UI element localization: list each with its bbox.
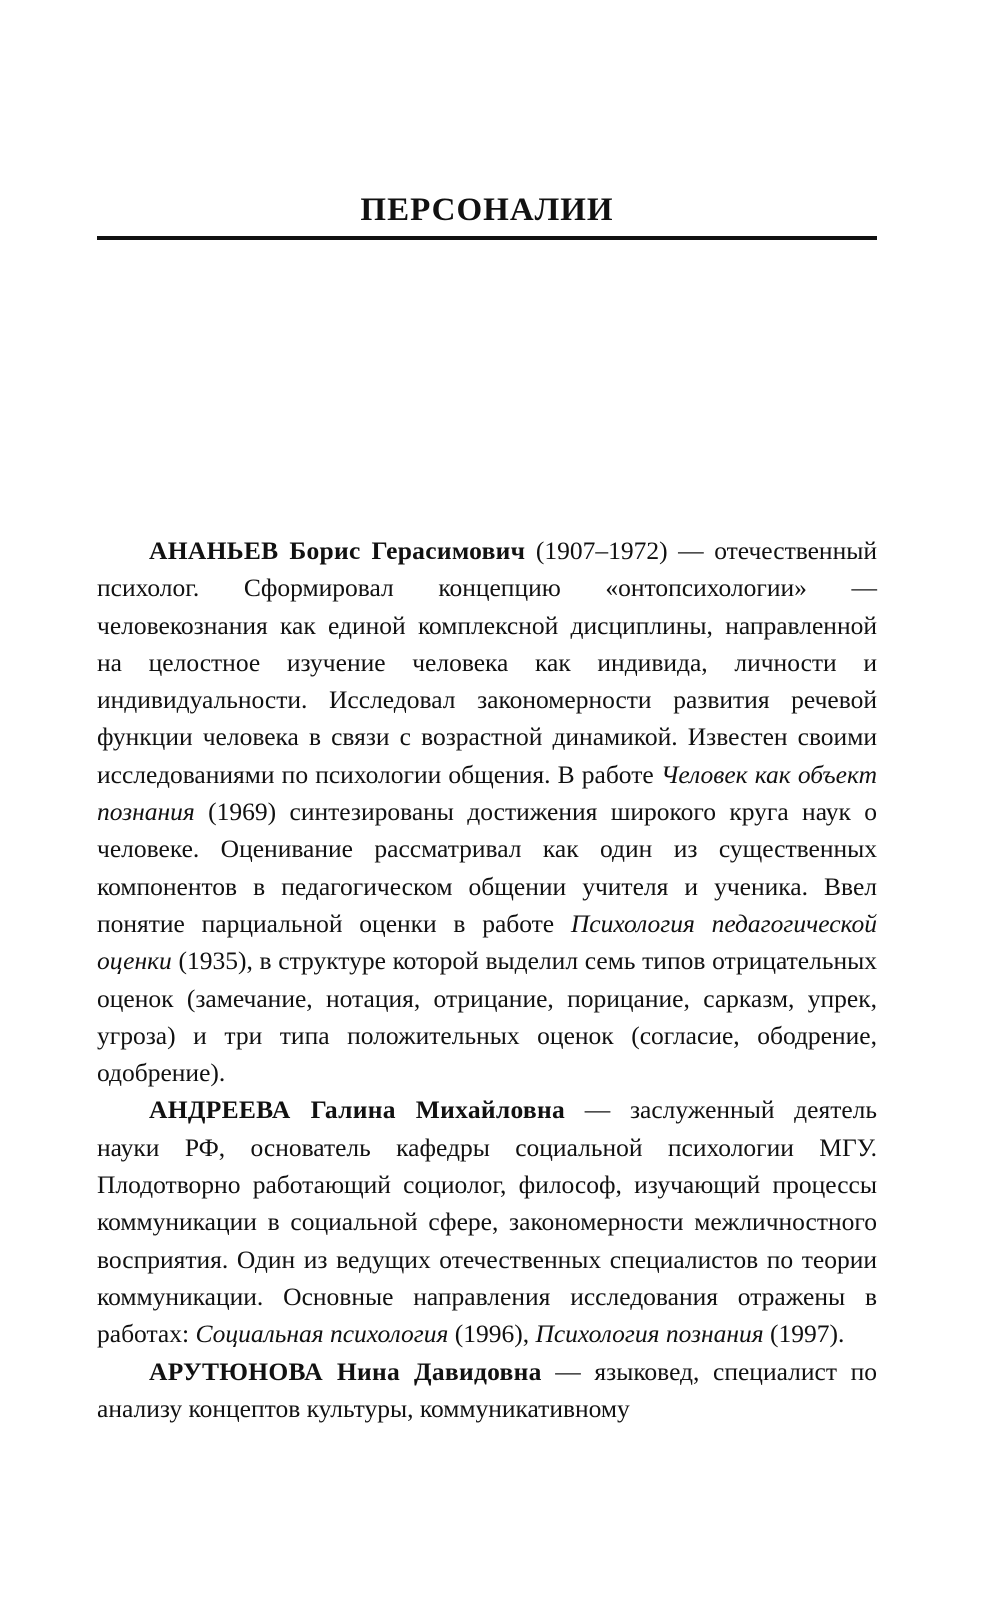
page-title: ПЕРСОНАЛИИ xyxy=(360,192,614,228)
book-page xyxy=(97,0,877,1600)
entries-list xyxy=(97,532,877,1427)
work-title: Человек как объект познания xyxy=(97,759,877,827)
entry-ananyev xyxy=(97,532,877,1091)
work-title: Социальная психология xyxy=(195,1319,449,1349)
entry-name: АНДРЕЕВА Галина Михайловна xyxy=(149,1095,566,1125)
entry-text: (1907–1972) — отечественный психолог. Сформировал концепцию «онтопсихологии» — человекознания как единой комплексной дисциплины, направленной на целостное изучение человека как индивида, личности и индивидуальности. Исследовал закономерности развития речевой функции человека в связи с возрастной динамикой. Известен своими исследованиями по психологии общения. В работе xyxy=(97,536,877,789)
work-title: Психология познания xyxy=(535,1319,764,1349)
entry-text: (1935), в структуре которой выделил семь типов отрицательных оценок (замечание, нотация, отрицание, порицание, сарказм, упрек, угроза) и три типа положительных оценок (согласие, ободрение, одобрение). xyxy=(97,946,877,1088)
entry-name: АНАНЬЕВ Борис Герасимович xyxy=(149,536,526,565)
entry-text: (1996), xyxy=(448,1319,536,1349)
entry-andreeva xyxy=(97,1091,877,1352)
entry-text: — заслуженный деятель науки РФ, основатель кафедры социальной психологии МГУ. Плодотворно работающий социолог, философ, изучающий процессы коммуникации в социальной сфере, закономерности межличностного восприятия. Один из ведущих отечественных специалистов по теории коммуникации. Основные направления исследования отражены в работах: xyxy=(97,1095,878,1349)
entry-text: — языковед, специалист по анализу концептов культуры, коммуникативному xyxy=(97,1356,877,1423)
entry-arutyunova xyxy=(97,1353,877,1428)
entry-text: (1997). xyxy=(763,1319,845,1349)
title-divider xyxy=(97,236,877,240)
work-title: Психология педагогической оценки xyxy=(97,908,877,976)
entry-name: АРУТЮНОВА Нина Давидовна xyxy=(149,1356,542,1386)
entry-text: (1969) синтезированы достижения широкого круга наук о человеке. Оценивание рассматривал как один из существенных компонентов в педагогическом общении учителя и ученика. Ввел понятие парциальной оценки в работе xyxy=(97,797,877,938)
